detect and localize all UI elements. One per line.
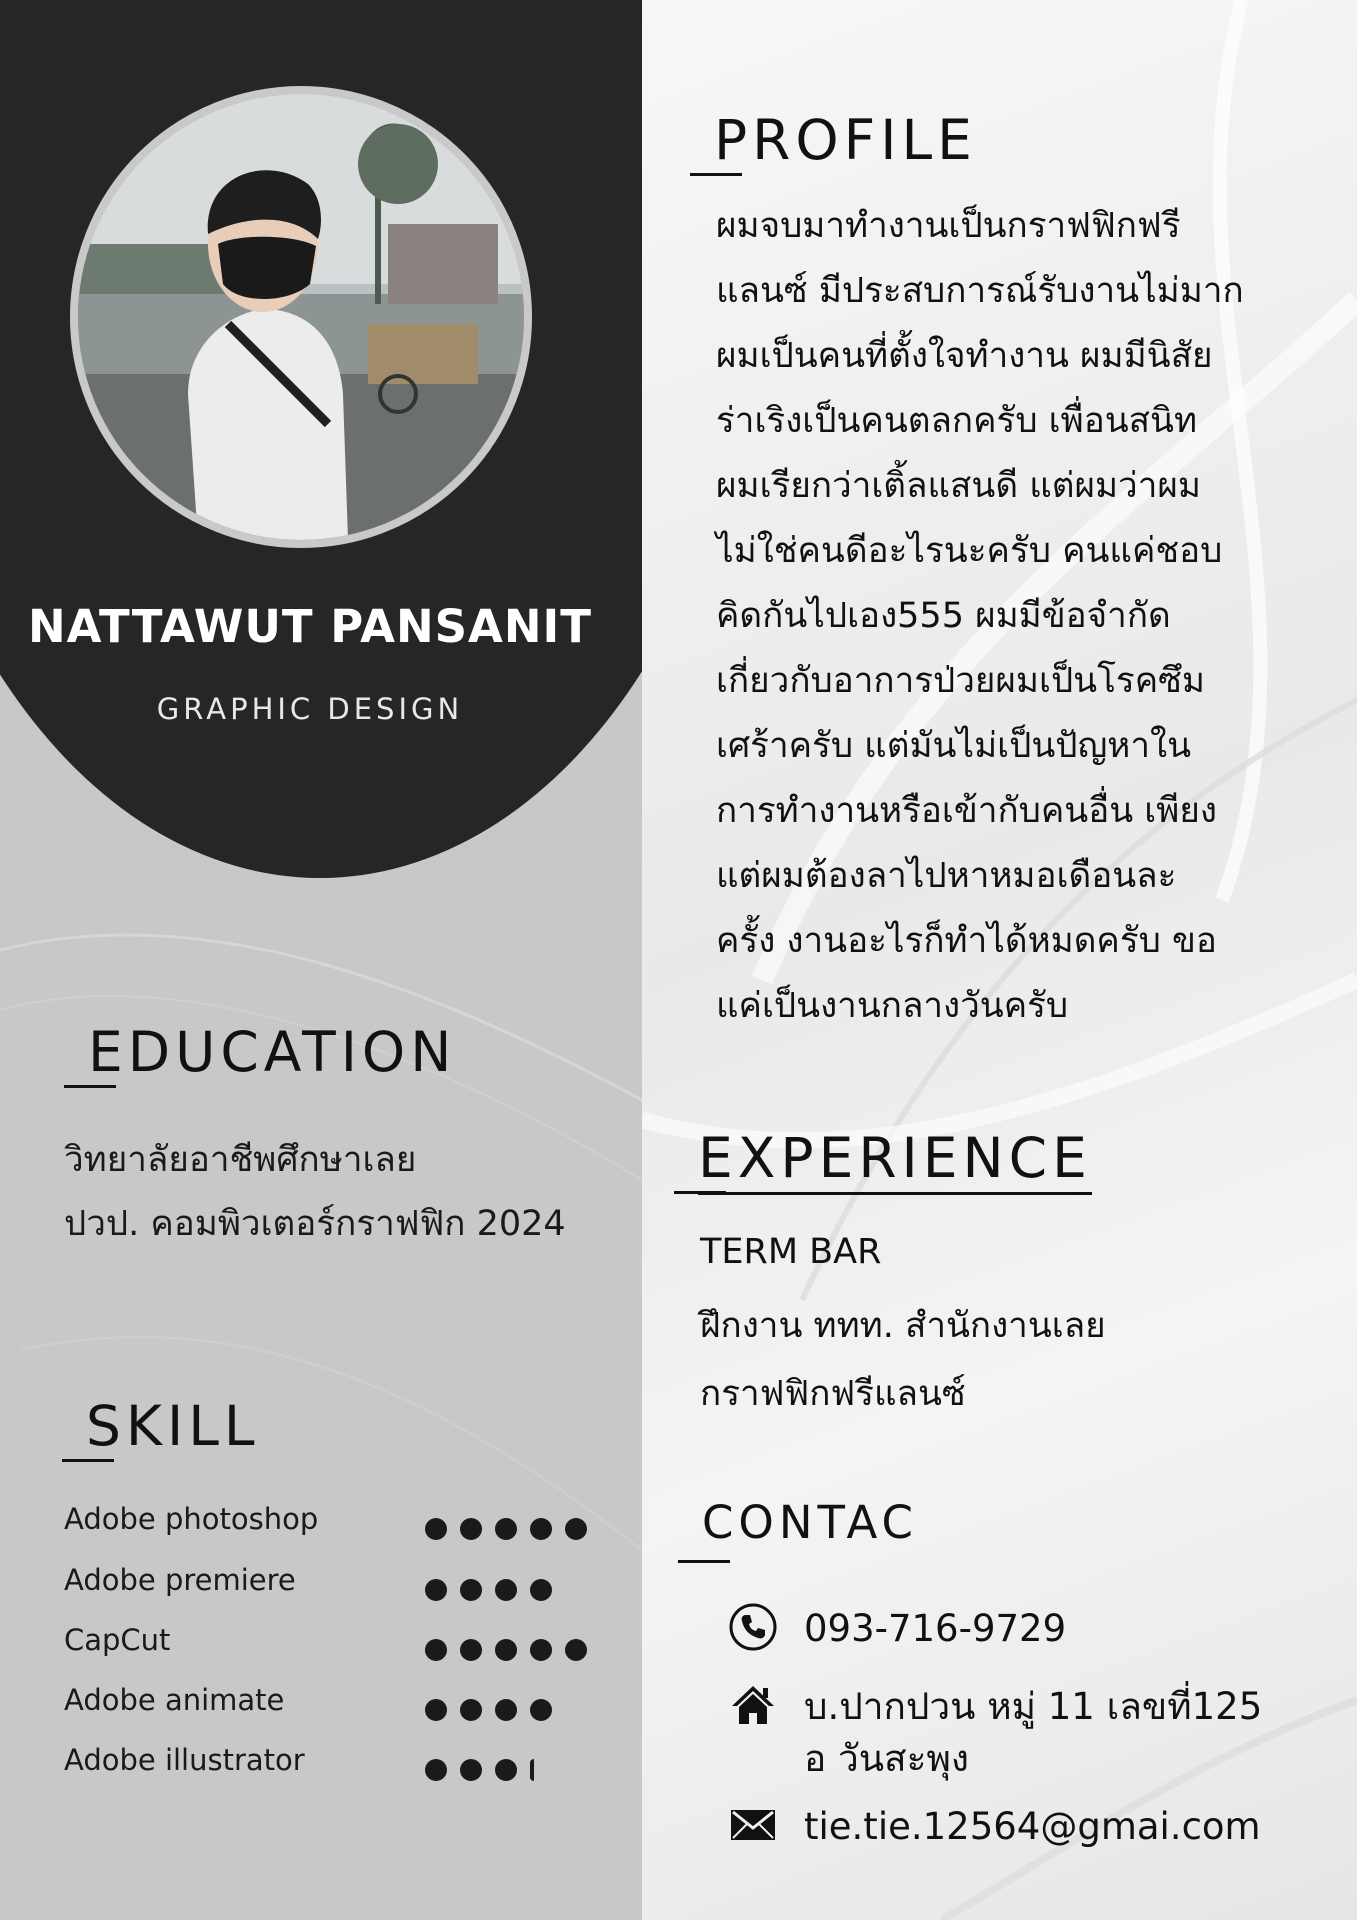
person-name: NATTAWUT PANSANIT [28,600,592,653]
heading-accent-bar [64,1085,116,1088]
rating-dot [530,1518,552,1540]
profile-line: ไม่ใช่คนดีอะไรนะครับ คนแค่ชอบ [716,531,1223,571]
rating-dot [460,1579,482,1601]
rating-dot [495,1639,517,1661]
profile-line: คิดกันไปเอง555 ผมมีข้อจำกัด [716,596,1171,636]
rating-dot [495,1699,517,1721]
rating-dot [530,1699,552,1721]
skill-label: CapCut [64,1623,171,1657]
rating-dot [460,1639,482,1661]
profile-line: ผมเรียกว่าเติ้ลแสนดี แต่ผมว่าผม [716,466,1201,506]
profile-paragraph [716,194,1276,1039]
profile-heading-text: PROFILE [714,108,977,172]
rating-dot [425,1518,447,1540]
photo-illustration [78,94,524,540]
contact-heading-text: CONTAC [702,1496,918,1549]
rating-dot [425,1759,447,1781]
skill-label: Adobe premiere [64,1563,296,1597]
mail-icon [728,1800,778,1850]
skill-item [64,1502,318,1542]
education-details [64,1128,566,1256]
rating-dot [460,1518,482,1540]
skill-rating [425,1751,547,1777]
rating-dot [495,1759,517,1781]
rating-dot [565,1639,587,1661]
experience-heading-text: EXPERIENCE [698,1126,1092,1195]
skill-rating [425,1631,600,1657]
profile-line: ร่าเริงเป็นคนตลกครับ เพื่อนสนิท [716,401,1198,441]
rating-dot-partial [530,1759,534,1781]
experience-heading [698,1126,1092,1190]
profile-line: แต่ผมต้องลาไปหาหมอเดือนละ [716,856,1177,896]
experience-internship: ฝึกงาน ททท. สำนักงานเลย [700,1306,1106,1346]
skill-label: Adobe photoshop [64,1502,319,1536]
skill-item [64,1683,284,1723]
person-role: GRAPHIC DESIGN [156,692,464,726]
experience-freelance: กราฟฟิกฟรีแลนซ์ [700,1374,966,1414]
skill-label: Adobe illustrator [64,1743,305,1777]
rating-dot [460,1699,482,1721]
heading-accent-bar [62,1459,114,1462]
skill-item [64,1743,305,1783]
education-school: วิทยาลัยอาชีพศึกษาเลย [64,1140,417,1180]
skill-heading [86,1394,259,1458]
skill-label: Adobe animate [64,1683,285,1717]
profile-photo [70,86,532,548]
experience-company: TERM BAR [700,1232,882,1272]
rating-dot [460,1759,482,1781]
contact-heading [702,1496,918,1549]
skill-rating [425,1691,565,1717]
education-program: ปวป. คอมพิวเตอร์กราฟฟิก 2024 [64,1204,566,1244]
rating-dot [425,1579,447,1601]
profile-line: แลนซ์ มีประสบการณ์รับงานไม่มาก [716,271,1244,311]
profile-line: ผมเป็นคนที่ตั้งใจทำงาน ผมมีนิสัย [716,336,1213,376]
rating-dot [425,1639,447,1661]
rating-dot [495,1518,517,1540]
profile-line: แค่เป็นงานกลางวันครับ [716,986,1069,1026]
rating-dot [530,1639,552,1661]
profile-line: ครั้ง งานอะไรก็ทำได้หมดครับ ขอ [716,921,1217,961]
contact-address-line2: อ วันสะพุง [804,1737,969,1780]
profile-line: การทำงานหรือเข้ากับคนอื่น เพียง [716,791,1217,831]
heading-accent-bar [678,1560,730,1563]
contact-email[interactable]: tie.tie.12564@gmai.com [804,1805,1261,1848]
profile-line: เกี่ยวกับอาการป่วยผมเป็นโรคซึม [716,661,1205,701]
education-heading-text: EDUCATION [88,1020,457,1084]
skill-item [64,1623,170,1663]
profile-line: เศร้าครับ แต่มันไม่เป็นปัญหาใน [716,726,1192,766]
rating-dot [530,1579,552,1601]
rating-dot [565,1518,587,1540]
contact-phone[interactable]: 093-716-9729 [804,1607,1067,1650]
phone-icon [728,1602,778,1652]
rating-dot [495,1579,517,1601]
heading-accent-bar [690,173,742,176]
heading-accent-bar [674,1191,726,1194]
skill-heading-text: SKILL [86,1394,260,1458]
home-icon [728,1680,778,1730]
profile-line: ผมจบมาทำงานเป็นกราฟฟิกฟรี [716,206,1181,246]
education-heading [88,1020,456,1084]
skill-item [64,1563,296,1603]
skill-rating [425,1571,565,1597]
skill-rating [425,1510,600,1536]
profile-heading [714,108,977,172]
rating-dot [425,1699,447,1721]
contact-address-line1: บ.ปากปวน หมู่ 11 เลขที่125 [804,1685,1263,1728]
